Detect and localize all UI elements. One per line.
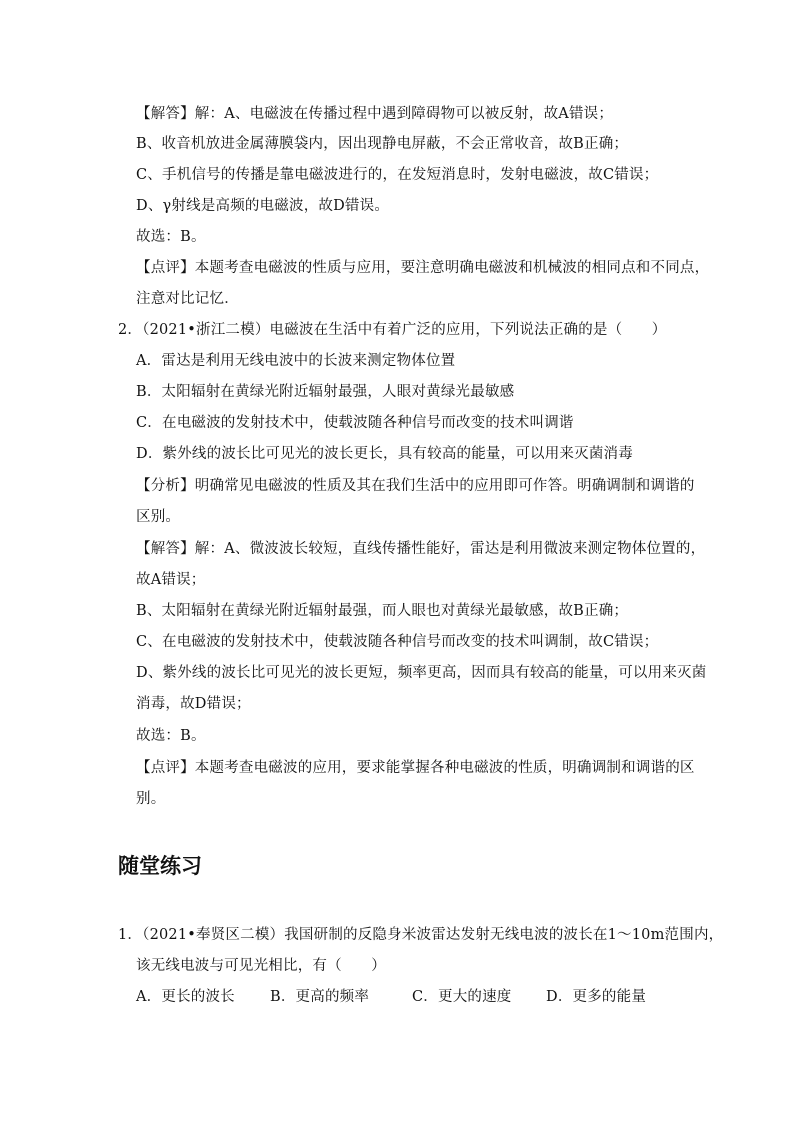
practice-q1-options <box>136 987 646 1007</box>
practice-q1-stem-line-2: 该无线电波与可见光相比，有（ ） <box>136 958 386 974</box>
q1-answer-d: D、γ射线是高频的电磁波，故D错误。 <box>136 198 390 214</box>
practice-q1-option-a: A．更长的波长 <box>136 989 235 1005</box>
practice-q1-option-c: C．更大的速度 <box>412 989 512 1005</box>
q2-choose: 故选：B。 <box>136 728 206 744</box>
q2-answer-b: B、太阳辐射在黄绿光附近辐射最强，而人眼也对黄绿光最敏感，故B正确； <box>136 603 629 619</box>
q1-answer-line: 【解答】解：A、电磁波在传播过程中遇到障碍物可以被反射，故A错误； <box>136 106 614 122</box>
section-title: 随堂练习 <box>118 854 202 878</box>
practice-q1-option-d: D．更多的能量 <box>546 989 647 1005</box>
q2-comment-line-1: 【点评】本题考查电磁波的应用，要求能掌握各种电磁波的性质，明确调制和调谐的区 <box>136 760 695 776</box>
q2-answer-d-line-2: 消毒，故D错误； <box>136 696 251 712</box>
q1-comment-line-1: 【点评】本题考查电磁波的性质与应用，要注意明确电磁波和机械波的相同点和不同点， <box>136 260 710 276</box>
q1-answer-b: B、收音机放进金属薄膜袋内，因出现静电屏蔽，不会正常收音，故B正确； <box>136 136 629 152</box>
q2-option-d: D．紫外线的波长比可见光的波长更长，具有较高的能量，可以用来灭菌消毒 <box>136 446 633 462</box>
q1-comment-line-2: 注意对比记忆． <box>136 291 239 307</box>
q1-answer-c: C、手机信号的传播是靠电磁波进行的，在发短消息时，发射电磁波，故C错误； <box>136 167 659 183</box>
q2-answer-d-line-1: D、紫外线的波长比可见光的波长更短，频率更高，因而具有较高的能量，可以用来灭菌 <box>136 665 707 681</box>
q2-option-b: B．太阳辐射在黄绿光附近辐射最强，人眼对黄绿光最敏感 <box>136 384 515 400</box>
q2-option-c: C．在电磁波的发射技术中，使载波随各种信号而改变的技术叫调谐 <box>136 415 574 431</box>
practice-q1-stem-line-1: 1．（2021•奉贤区二模）我国研制的反隐身米波雷达发射无线电波的波长在1～10m范围内， <box>118 927 724 943</box>
q2-option-a: A．雷达是利用无线电波中的长波来测定物体位置 <box>136 353 456 369</box>
q2-comment-line-2: 别。 <box>136 791 166 807</box>
q1-choose: 故选：B。 <box>136 229 206 245</box>
q2-answer-line-2: 故A错误； <box>136 572 206 588</box>
q2-stem: 2．（2021•浙江二模）电磁波在生活中有着广泛的应用，下列说法正确的是（ ） <box>118 322 667 338</box>
q2-analysis-line-1: 【分析】明确常见电磁波的性质及其在我们生活中的应用即可作答。明确调制和调谐的 <box>136 478 695 494</box>
q2-analysis-line-2: 区别。 <box>136 509 181 525</box>
q2-answer-c: C、在电磁波的发射技术中，使载波随各种信号而改变的技术叫调制，故C错误； <box>136 634 659 650</box>
practice-q1-option-b: B．更高的频率 <box>270 989 370 1005</box>
q2-answer-line-1: 【解答】解：A、微波波长较短，直线传播性能好，雷达是利用微波来测定物体位置的， <box>136 541 706 557</box>
